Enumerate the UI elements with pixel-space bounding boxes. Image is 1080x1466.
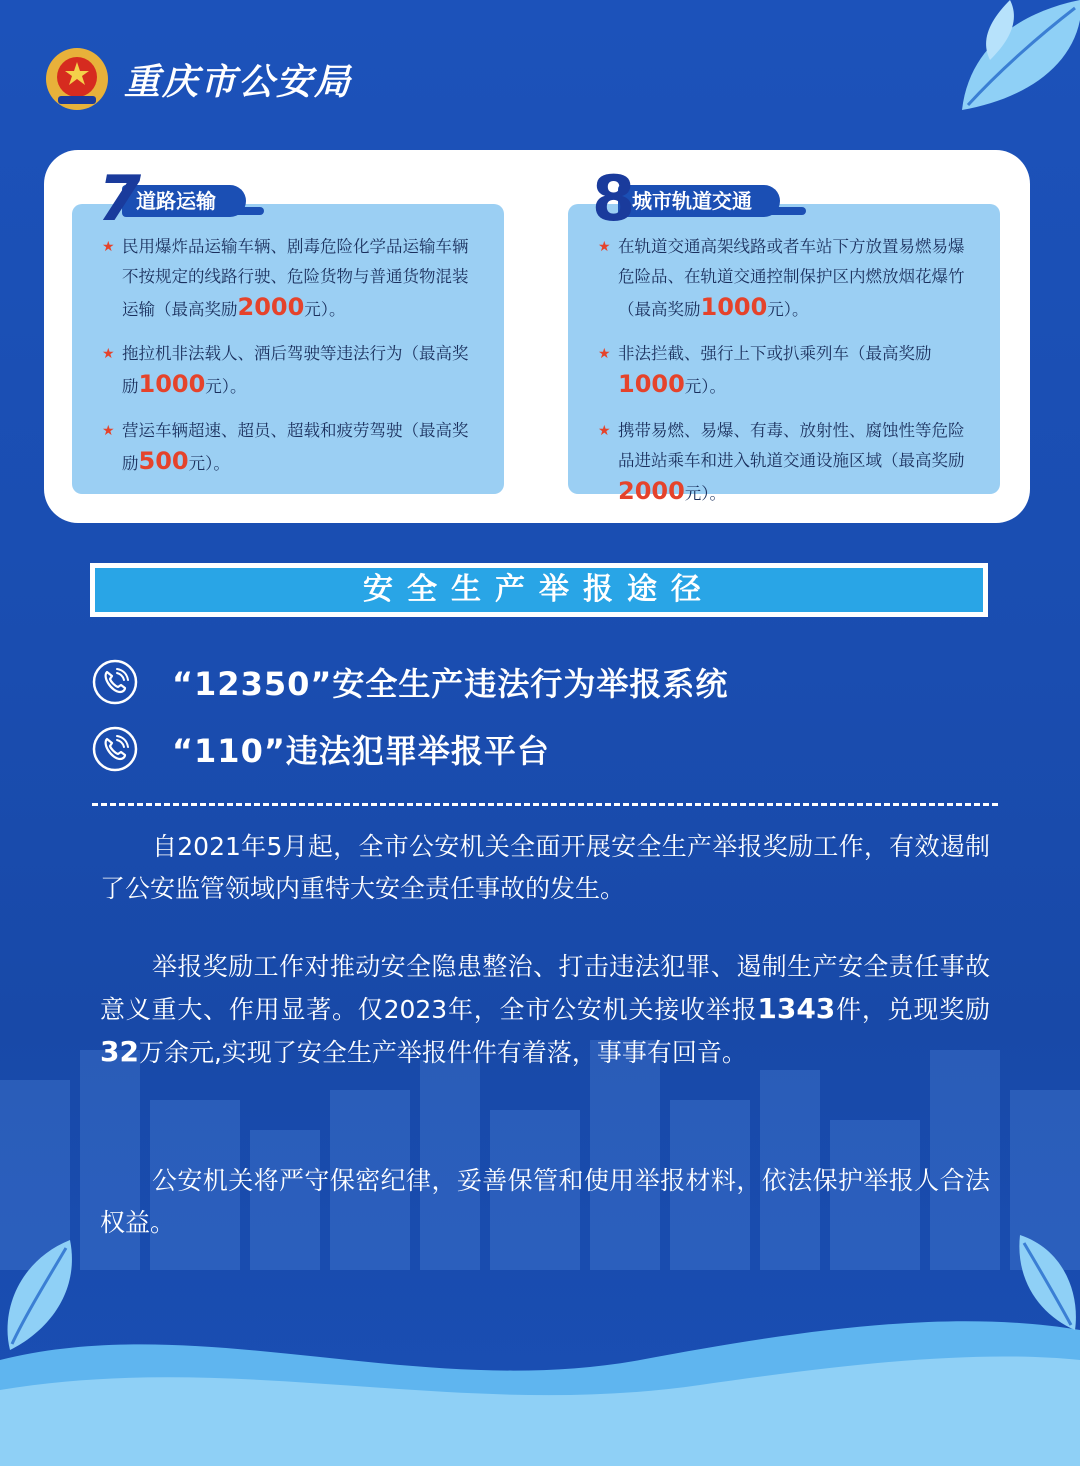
category-card-road [72, 204, 504, 494]
bottom-wave-decoration [0, 1290, 1080, 1466]
report-channel-label: “110”违法犯罪举报平台 [172, 732, 550, 770]
reward-amount: 2000 [618, 477, 685, 505]
reward-amount: 2000 [237, 293, 305, 321]
star-icon: ★ [102, 423, 115, 439]
paragraph-intro: 自2021年5月起，全市公安机关全面开展安全生产举报奖励工作，有效遏制了公安监管领域内重特大安全责任事故的发生。 [100, 832, 990, 903]
reward-total: 32 [100, 1035, 139, 1068]
reward-amount: 1000 [618, 370, 685, 398]
list-item: ★ 民用爆炸品运输车辆、剧毒危险化学品运输车辆不按规定的线路行驶、危险货物与普通货物混装运输（最高奖励2000元）。 [102, 232, 484, 325]
dashed-divider [92, 803, 998, 806]
paragraph-results: 举报奖励工作对推动安全隐患整治、打击违法犯罪、遏制生产安全责任事故意义重大、作用显著。仅2023年，全市公安机关接收举报1343件，兑现奖励32万余元,实现了安全生产举报件件有着落，事事有回音。 [100, 952, 990, 1068]
list-item: ★ 非法拦截、强行上下或扒乘列车（最高奖励1000元）。 [598, 339, 980, 402]
star-icon: ★ [102, 346, 115, 362]
reward-amount: 1000 [138, 370, 206, 398]
org-name: 重庆市公安局 [124, 61, 353, 103]
category-number-rail: 8 [592, 162, 636, 235]
report-channel-110 [92, 724, 550, 774]
phone-icon [92, 726, 138, 772]
reward-amount: 1000 [700, 293, 768, 321]
star-icon: ★ [598, 346, 611, 362]
star-icon: ★ [598, 239, 611, 255]
list-item: ★ 拖拉机非法载人、酒后驾驶等违法行为（最高奖励1000元）。 [102, 339, 484, 402]
list-item: ★ 在轨道交通高架线路或者车站下方放置易燃易爆危险品、在轨道交通控制保护区内燃放烟花爆竹（最高奖励1000元）。 [598, 232, 980, 325]
leaf-icon-top-right [950, 0, 1080, 120]
category-title-rail: 城市轨道交通 [618, 185, 780, 217]
leaf-icon-bottom-right [1015, 1235, 1080, 1330]
report-channel-12350 [92, 657, 728, 707]
category-title-road: 道路运输 [122, 185, 246, 217]
category-number-road: 7 [98, 162, 142, 235]
category-card-rail [568, 204, 1000, 505]
star-icon: ★ [598, 423, 611, 439]
header [44, 44, 352, 114]
list-item: ★ 携带易燃、易爆、有毒、放射性、腐蚀性等危险品进站乘车和进入轨道交通设施区域（最高奖励2000元）。 [598, 416, 980, 509]
report-count: 1343 [757, 992, 836, 1025]
report-channel-label: “12350”安全生产违法行为举报系统 [172, 665, 729, 703]
section-title-bar [90, 563, 988, 617]
reward-amount: 500 [138, 447, 189, 475]
leaf-icon-bottom-left [0, 1240, 80, 1350]
star-icon: ★ [102, 239, 115, 255]
list-item: ★ 营运车辆超速、超员、超载和疲劳驾驶（最高奖励500元）。 [102, 416, 484, 479]
police-emblem-icon [44, 46, 110, 112]
phone-icon [92, 659, 138, 705]
section-title: 安全生产举报途径 [95, 568, 983, 612]
paragraph-confidentiality: 公安机关将严守保密纪律，妥善保管和使用举报材料，依法保护举报人合法权益。 [100, 1166, 990, 1237]
